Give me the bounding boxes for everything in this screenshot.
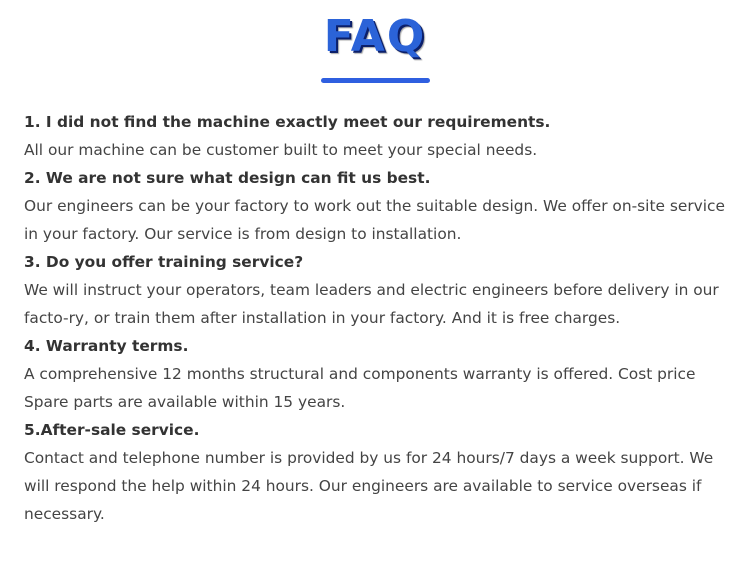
faq-answer-4: A comprehensive 12 months structural and components warranty is offered. Cost price Spare parts are available within 15 years.: [24, 365, 696, 411]
faq-item-1: [24, 108, 734, 164]
faq-question-2: [24, 164, 734, 192]
faq-number-4: 4.: [24, 337, 41, 355]
faq-header: [0, 6, 750, 86]
faq-answer-3: We will instruct your operators, team leaders and electric engineers before delivery in our facto-ry, or train them after installation in your factory. And it is free charges.: [24, 281, 719, 327]
page-title: FAQ: [323, 11, 427, 62]
faq-item-5: [24, 416, 734, 528]
faq-answer-1: All our machine can be customer built to meet your special needs.: [24, 141, 538, 159]
faq-number-2: 2.: [24, 169, 41, 187]
faq-question-4: [24, 332, 734, 360]
faq-item-4: [24, 332, 734, 416]
faq-list: [24, 108, 734, 528]
faq-answer-5: Contact and telephone number is provided by us for 24 hours/7 days a week support. We will respond the help within 24 hours. Our engineers are available to service overseas if necessary.: [24, 449, 714, 523]
faq-question-text-2: We are not sure what design can fit us best.: [45, 169, 431, 187]
faq-answer-2: Our engineers can be your factory to work out the suitable design. We offer on-site service in your factory. Our service is from design to installation.: [24, 197, 725, 243]
faq-question-text-4: Warranty terms.: [45, 337, 189, 355]
faq-number-1: 1.: [24, 113, 41, 131]
faq-item-2: [24, 164, 734, 248]
faq-number-3: 3.: [24, 253, 41, 271]
faq-item-3: [24, 248, 734, 332]
title-underline: [321, 78, 430, 83]
faq-question-text-3: Do you offer training service?: [45, 253, 304, 271]
faq-question-5: [24, 416, 734, 444]
faq-number-5: 5.: [24, 421, 41, 439]
faq-question-text-5: After-sale service.: [40, 421, 200, 439]
faq-question-1: [24, 108, 734, 136]
faq-question-3: [24, 248, 734, 276]
faq-question-text-1: I did not find the machine exactly meet our requirements.: [45, 113, 551, 131]
